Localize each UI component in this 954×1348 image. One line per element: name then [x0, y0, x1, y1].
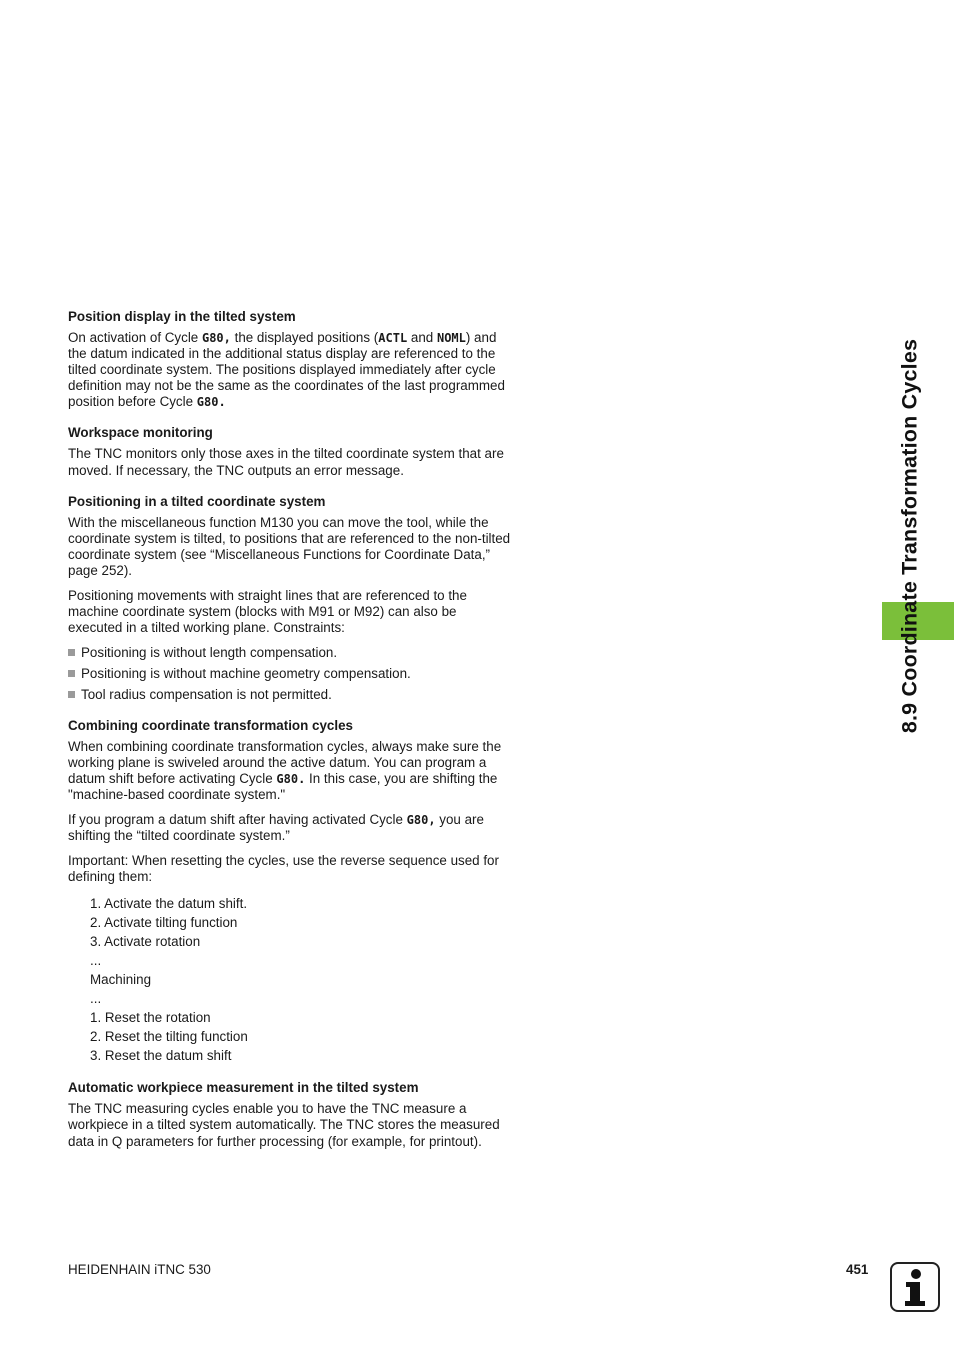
text-run: If you program a datum shift after having activated Cycle: [68, 811, 407, 827]
list-item-text: Tool radius compensation is not permitted.: [81, 686, 332, 702]
list-item: 1. Reset the rotation: [90, 1010, 211, 1026]
list-item: 2. Reset the tilting function: [90, 1029, 248, 1045]
code-noml: NOML: [436, 331, 466, 345]
list-item: 3. Reset the datum shift: [90, 1048, 232, 1064]
section-combining: [68, 717, 514, 1066]
list-item: [68, 666, 514, 682]
paragraph: Important: When resetting the cycles, use the reverse sequence used for defining them:: [68, 853, 499, 885]
chapter-title-vertical: [898, 310, 922, 762]
list-item: 2. Activate tilting function: [90, 915, 238, 931]
chapter-title-text: 8.9 Coordinate Transformation Cycles: [897, 338, 922, 734]
section-heading: Position display in the tilted system: [68, 309, 296, 324]
paragraph: Positioning movements with straight lines that are referenced to the machine coordinate system (blocks with M91 or M92) can also be executed in a tilted working plane. Constraints:: [68, 588, 467, 636]
text-run: ) and the datum indicated in the additional status display are referenced to the tilted coordinate system. The positions displayed immediately after cycle definition may not be the same as the coordinates of the last programmed position before Cycle: [68, 330, 505, 410]
list-item: 1. Activate the datum shift.: [90, 896, 248, 912]
code-g80: G80,: [406, 812, 436, 827]
list-item: [68, 645, 514, 661]
info-icon: [890, 1262, 940, 1312]
text-run: you are shifting the “tilted coordinate system.”: [68, 811, 484, 844]
list-item: ...: [90, 953, 102, 969]
section-positioning: [68, 493, 514, 703]
section-heading: Combining coordinate transformation cycles: [68, 717, 353, 733]
text-run: and: [407, 330, 437, 345]
paragraph: [68, 812, 514, 844]
list-item-text: Positioning is without length compensation.: [81, 645, 338, 661]
paragraph: The TNC monitors only those axes in the tilted coordinate system that are moved. If necessary, the TNC outputs an error message.: [68, 446, 504, 478]
list-item: ...: [90, 991, 102, 1007]
text-run: On activation of Cycle: [68, 330, 202, 345]
paragraph: [68, 739, 514, 803]
list-item-text: Positioning is without machine geometry compensation.: [81, 665, 411, 681]
footer-product: HEIDENHAIN iTNC 530: [68, 1262, 211, 1277]
code-g80: G80,: [201, 331, 231, 345]
text-run: When combining coordinate transformation cycles, always make sure the working plane is swiveled around the active datum. You can program a datum shift before activating Cycle: [68, 738, 502, 786]
paragraph: With the miscellaneous function M130 you can move the tool, while the coordinate system is tilted, to positions that are referenced to the non-tilted coordinate system (see “Miscellaneous Functions for Coordinate Data,” page 252).: [68, 514, 511, 578]
paragraph: The TNC measuring cycles enable you to have the TNC measure a workpiece in a tilted system automatically. The TNC stores the measured data in Q parameters for further processing (for example, for printout).: [68, 1101, 500, 1149]
section-heading: Automatic workpiece measurement in the tilted system: [68, 1080, 419, 1096]
section-workspace-monitoring: [68, 424, 514, 478]
paragraph: [68, 330, 514, 410]
page-number: 451: [846, 1262, 869, 1277]
text-run: the displayed positions (: [230, 330, 379, 345]
text-run: In this case, you are shifting the "machine-based coordinate system.": [68, 770, 498, 802]
main-content: [68, 308, 514, 1164]
square-bullet-icon: [68, 670, 75, 677]
sequence-list: [90, 894, 514, 1065]
section-heading: Workspace monitoring: [68, 425, 213, 441]
info-glyph: [892, 1264, 938, 1310]
section-heading: Positioning in a tilted coordinate system: [68, 493, 326, 509]
section-position-display: [68, 308, 514, 410]
list-item: 3. Activate rotation: [90, 934, 201, 950]
square-bullet-icon: [68, 649, 75, 656]
list-item: Machining: [90, 972, 152, 988]
section-automatic-measurement: [68, 1079, 514, 1149]
code-g80: G80.: [276, 771, 306, 786]
constraint-list: [68, 645, 514, 702]
list-item: [68, 687, 514, 703]
code-g80: G80.: [196, 395, 226, 410]
code-actl: ACTL: [378, 331, 408, 345]
square-bullet-icon: [68, 691, 75, 698]
